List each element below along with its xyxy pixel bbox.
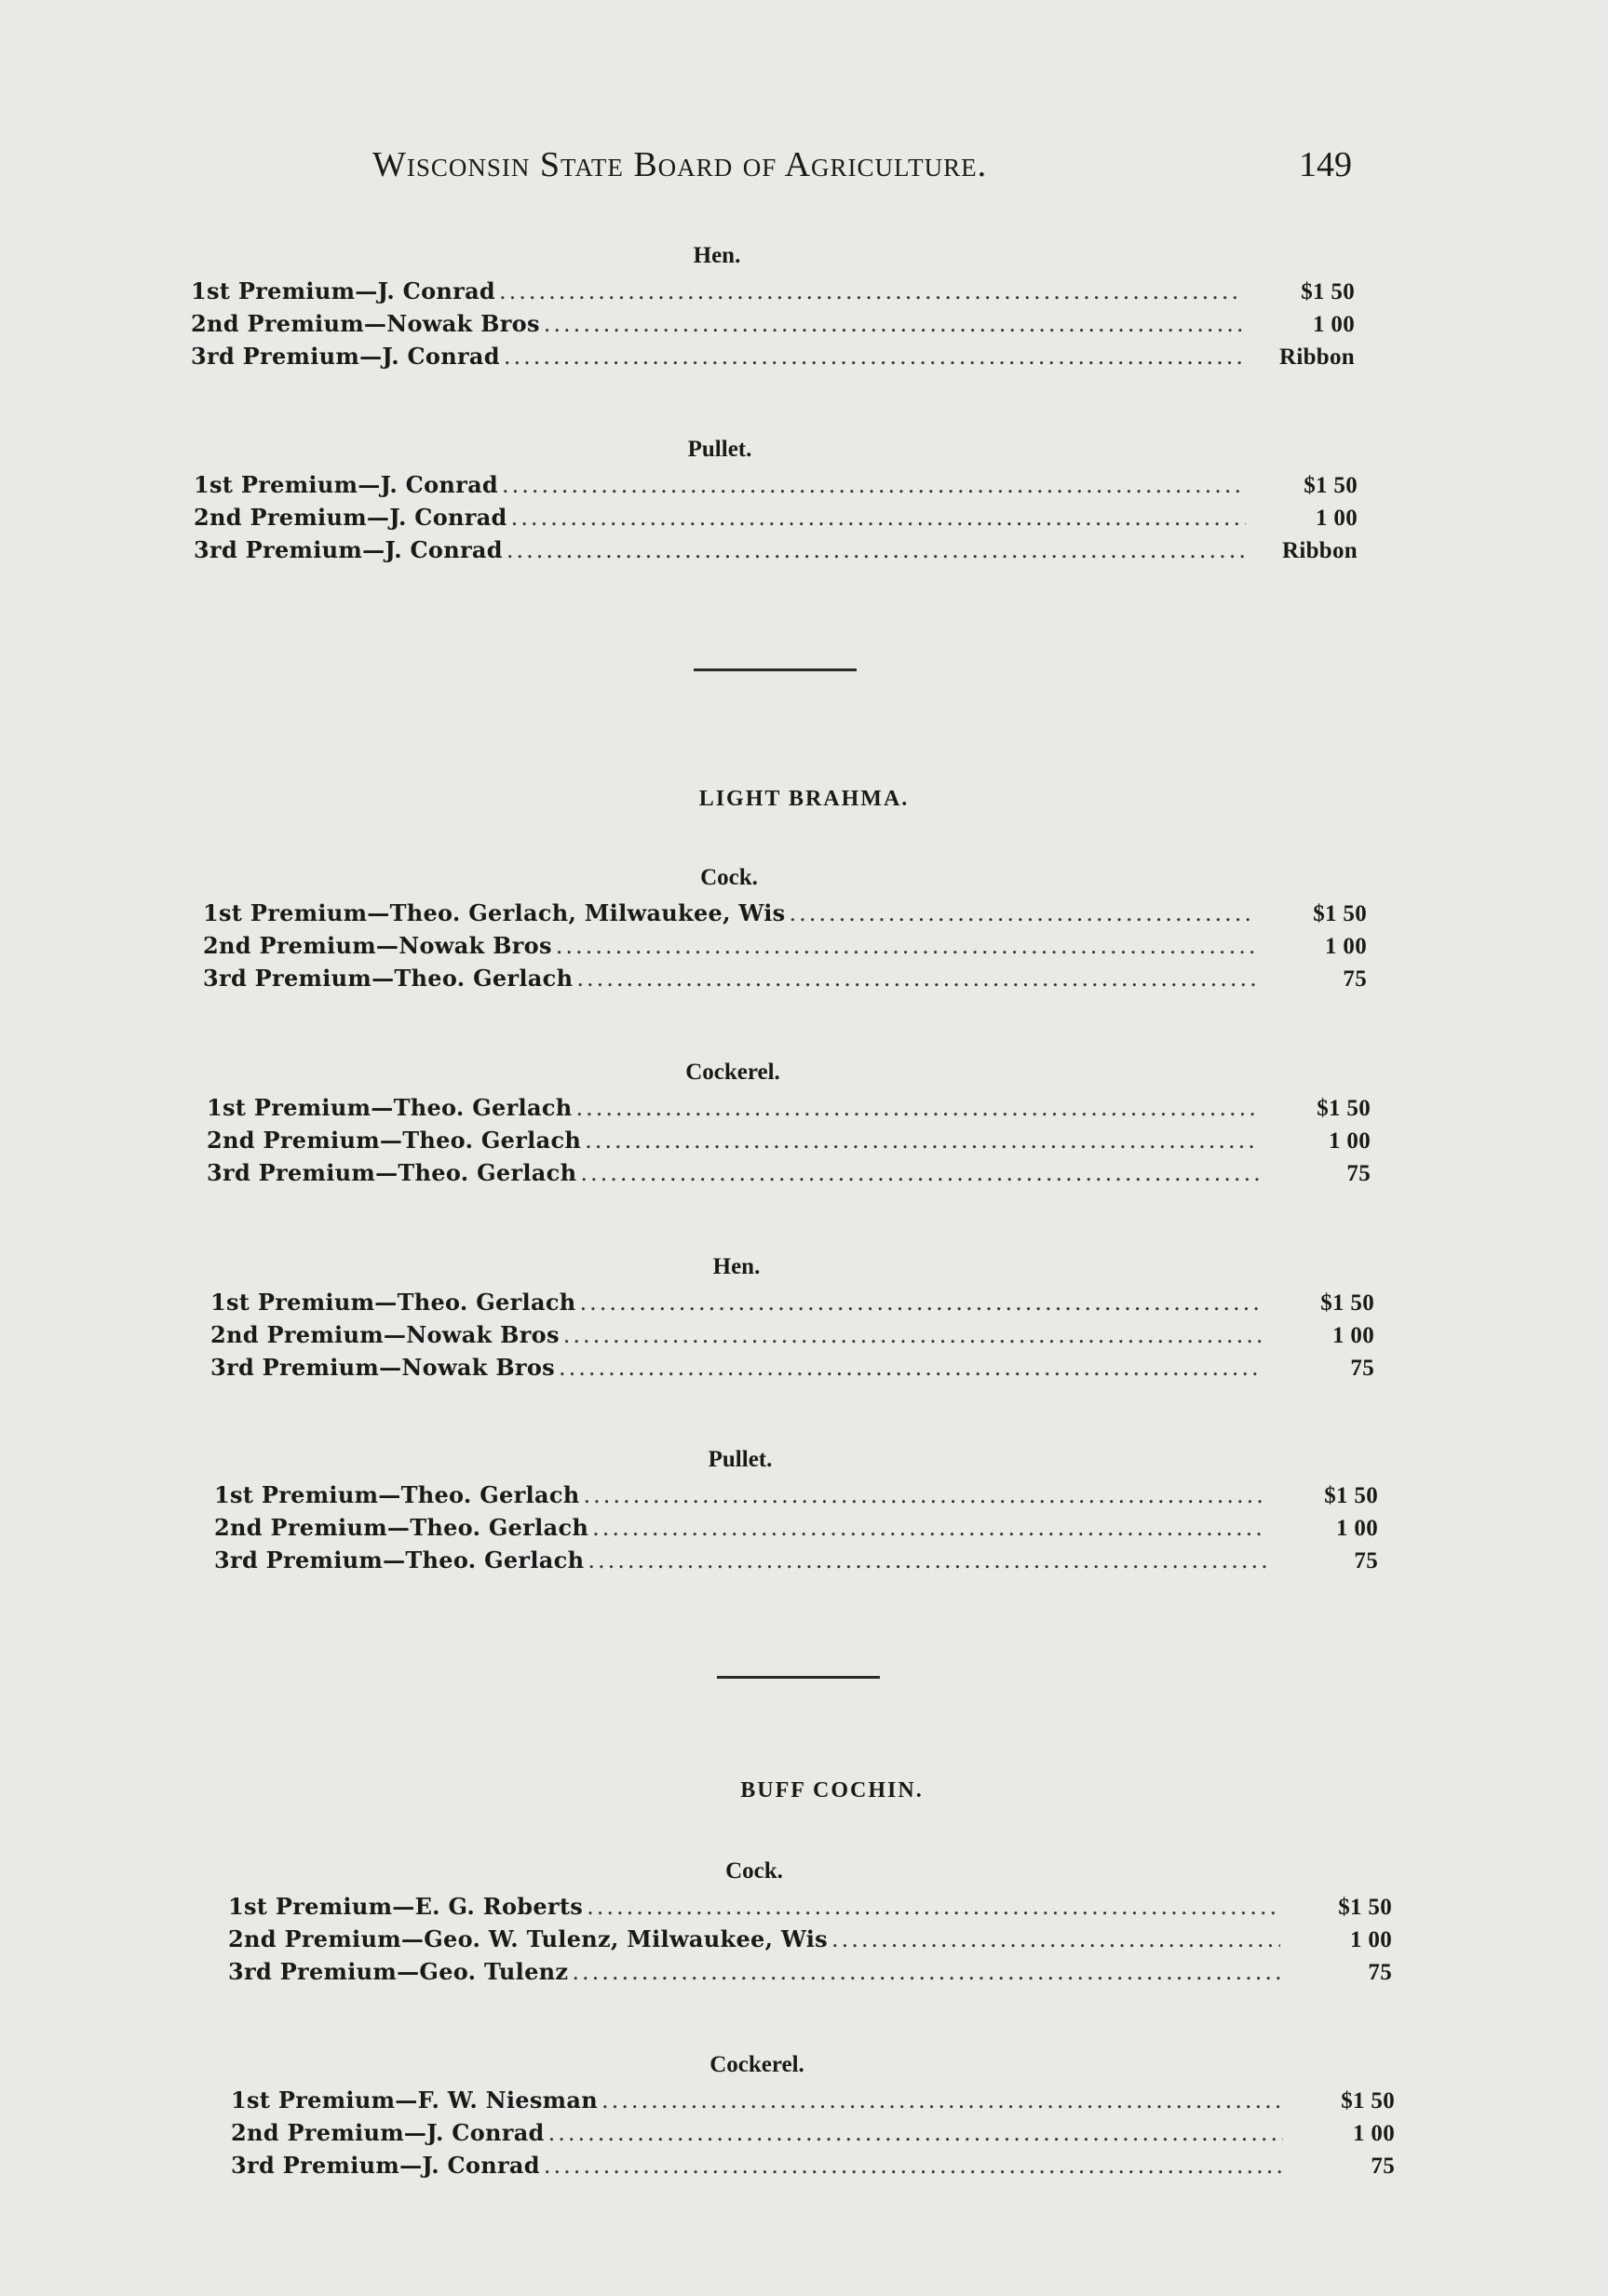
dot-leader xyxy=(502,469,1246,502)
premium-entry-label: 3rd Premium—J. Conrad xyxy=(194,536,503,563)
premium-group-cock xyxy=(203,859,1367,994)
dot-leader xyxy=(544,2150,1283,2182)
section-divider xyxy=(694,669,857,671)
dot-leader xyxy=(507,534,1246,567)
premium-entry xyxy=(191,275,1355,307)
group-heading: Hen. xyxy=(712,1254,761,1279)
premium-group-cock xyxy=(228,1853,1392,1988)
premium-amount: 1 00 xyxy=(1325,934,1367,959)
dot-leader xyxy=(575,1092,1259,1125)
premium-entry xyxy=(194,468,1358,501)
premium-entry-label: 2nd Premium—Nowak Bros xyxy=(203,932,552,959)
group-heading: Cockerel. xyxy=(709,2052,804,2077)
group-heading: Pullet. xyxy=(708,1447,773,1472)
premium-entry-label: 3rd Premium—Theo. Gerlach xyxy=(203,965,574,992)
premium-group-pullet xyxy=(194,431,1358,566)
premium-entry xyxy=(228,1955,1392,1988)
premium-group-pullet xyxy=(214,1441,1378,1576)
premium-amount: Ribbon xyxy=(1281,538,1358,563)
premium-entry-label: 3rd Premium—Nowak Bros xyxy=(210,1354,555,1381)
premium-entry-label: 3rd Premium—Geo. Tulenz xyxy=(228,1958,569,1985)
premium-entry xyxy=(210,1286,1374,1318)
dot-leader xyxy=(588,1545,1266,1577)
running-head xyxy=(186,144,1359,191)
premium-entry xyxy=(207,1124,1371,1156)
dot-leader xyxy=(592,1512,1266,1545)
premium-entry-label: 1st Premium—J. Conrad xyxy=(191,277,496,304)
premium-entry-label: 3rd Premium—J. Conrad xyxy=(231,2152,540,2179)
premium-entry xyxy=(214,1479,1378,1511)
premium-group-cockerel xyxy=(231,2046,1395,2181)
premium-entry-label: 2nd Premium—Nowak Bros xyxy=(191,310,540,337)
premium-amount: $1 50 xyxy=(1317,1096,1371,1121)
group-heading: Cock. xyxy=(725,1858,783,1884)
dot-leader xyxy=(790,898,1256,930)
premium-entry-label: 2nd Premium—Theo. Gerlach xyxy=(207,1127,582,1154)
dot-leader xyxy=(504,341,1243,373)
premium-amount: 75 xyxy=(1354,1548,1378,1573)
group-heading: Hen. xyxy=(693,243,741,268)
premium-amount: Ribbon xyxy=(1278,344,1355,370)
premium-amount: 75 xyxy=(1368,1960,1392,1985)
premium-entry-label: 2nd Premium—J. Conrad xyxy=(194,504,507,531)
section-divider xyxy=(717,1676,880,1679)
premium-amount: $1 50 xyxy=(1320,1290,1374,1316)
premium-entry-label: 1st Premium—J. Conrad xyxy=(194,471,499,498)
premium-entry-label: 2nd Premium—Theo. Gerlach xyxy=(214,1514,589,1541)
premium-entry-label: 3rd Premium—Theo. Gerlach xyxy=(207,1159,577,1186)
dot-leader xyxy=(576,963,1255,995)
premium-entry xyxy=(231,2149,1395,2181)
dot-leader xyxy=(579,1287,1263,1319)
premium-amount: 75 xyxy=(1346,1161,1371,1186)
premium-entry xyxy=(191,340,1355,372)
dot-leader xyxy=(585,1125,1259,1157)
premium-amount: 1 00 xyxy=(1332,1323,1374,1348)
dot-leader xyxy=(587,1891,1280,1924)
running-title: Wisconsin State Board of Agriculture. xyxy=(372,145,988,184)
premium-entry xyxy=(207,1156,1371,1189)
dot-leader xyxy=(548,2117,1283,2150)
premium-entry-label: 1st Premium—F. W. Niesman xyxy=(231,2087,598,2114)
premium-entry-label: 1st Premium—Theo. Gerlach, Milwaukee, Wis xyxy=(203,899,786,926)
premium-entry xyxy=(207,1091,1371,1124)
dot-leader xyxy=(831,1924,1280,1956)
premium-amount: 75 xyxy=(1371,2154,1395,2179)
premium-entry xyxy=(214,1511,1378,1544)
dot-leader xyxy=(499,276,1243,308)
premium-entry xyxy=(203,897,1367,929)
group-heading: Pullet. xyxy=(687,437,752,462)
dot-leader xyxy=(563,1319,1263,1352)
premium-entry xyxy=(228,1890,1392,1923)
premium-entry-label: 2nd Premium—Geo. W. Tulenz, Milwaukee, Wis xyxy=(228,1925,828,1952)
premium-amount: $1 50 xyxy=(1304,473,1358,498)
dot-leader xyxy=(556,930,1255,963)
premium-amount: 75 xyxy=(1343,966,1367,992)
premium-entry-label: 2nd Premium—J. Conrad xyxy=(231,2119,545,2146)
dot-leader xyxy=(583,1479,1266,1512)
group-heading: Cock. xyxy=(700,865,758,890)
premium-group-hen xyxy=(191,237,1355,372)
premium-amount: 1 00 xyxy=(1350,1927,1392,1952)
premium-entry-label: 1st Premium—Theo. Gerlach xyxy=(207,1094,573,1121)
dot-leader xyxy=(580,1157,1259,1190)
premium-entry xyxy=(203,929,1367,962)
premium-entry xyxy=(231,2116,1395,2149)
page-number: 149 xyxy=(1299,145,1352,184)
premium-amount: 1 00 xyxy=(1313,312,1355,337)
premium-entry xyxy=(191,307,1355,340)
premium-entry-label: 1st Premium—E. G. Roberts xyxy=(228,1893,584,1920)
premium-entry-label: 1st Premium—Theo. Gerlach xyxy=(210,1289,576,1316)
section-title: BUFF COCHIN. xyxy=(740,1778,924,1803)
premium-amount: 1 00 xyxy=(1316,506,1358,531)
premium-entry xyxy=(210,1318,1374,1351)
premium-amount: 75 xyxy=(1350,1356,1374,1381)
premium-amount: 1 00 xyxy=(1336,1516,1378,1541)
premium-entry-label: 3rd Premium—Theo. Gerlach xyxy=(214,1546,585,1573)
premium-amount: $1 50 xyxy=(1338,1895,1392,1920)
dot-leader xyxy=(511,502,1246,534)
group-heading: Cockerel. xyxy=(685,1060,780,1085)
premium-entry-label: 3rd Premium—J. Conrad xyxy=(191,343,500,370)
dot-leader xyxy=(572,1956,1280,1989)
premium-entry xyxy=(203,962,1367,994)
premium-amount: $1 50 xyxy=(1324,1483,1378,1508)
dot-leader xyxy=(601,2085,1283,2117)
premium-group-hen xyxy=(210,1249,1374,1384)
premium-entry-label: 1st Premium—Theo. Gerlach xyxy=(214,1481,580,1508)
premium-amount: 1 00 xyxy=(1353,2121,1395,2146)
premium-amount: 1 00 xyxy=(1329,1128,1371,1154)
premium-amount: $1 50 xyxy=(1313,901,1367,926)
premium-entry xyxy=(210,1351,1374,1384)
premium-entry-label: 2nd Premium—Nowak Bros xyxy=(210,1321,560,1348)
premium-amount: $1 50 xyxy=(1341,2088,1395,2114)
premium-entry xyxy=(194,501,1358,533)
premium-entry xyxy=(231,2084,1395,2116)
premium-group-cockerel xyxy=(207,1054,1371,1189)
section-title: LIGHT BRAHMA. xyxy=(698,787,910,811)
premium-entry xyxy=(228,1923,1392,1955)
premium-entry xyxy=(214,1544,1378,1576)
dot-leader xyxy=(544,308,1243,341)
premium-amount: $1 50 xyxy=(1301,279,1355,304)
premium-entry xyxy=(194,533,1358,566)
dot-leader xyxy=(559,1352,1263,1384)
